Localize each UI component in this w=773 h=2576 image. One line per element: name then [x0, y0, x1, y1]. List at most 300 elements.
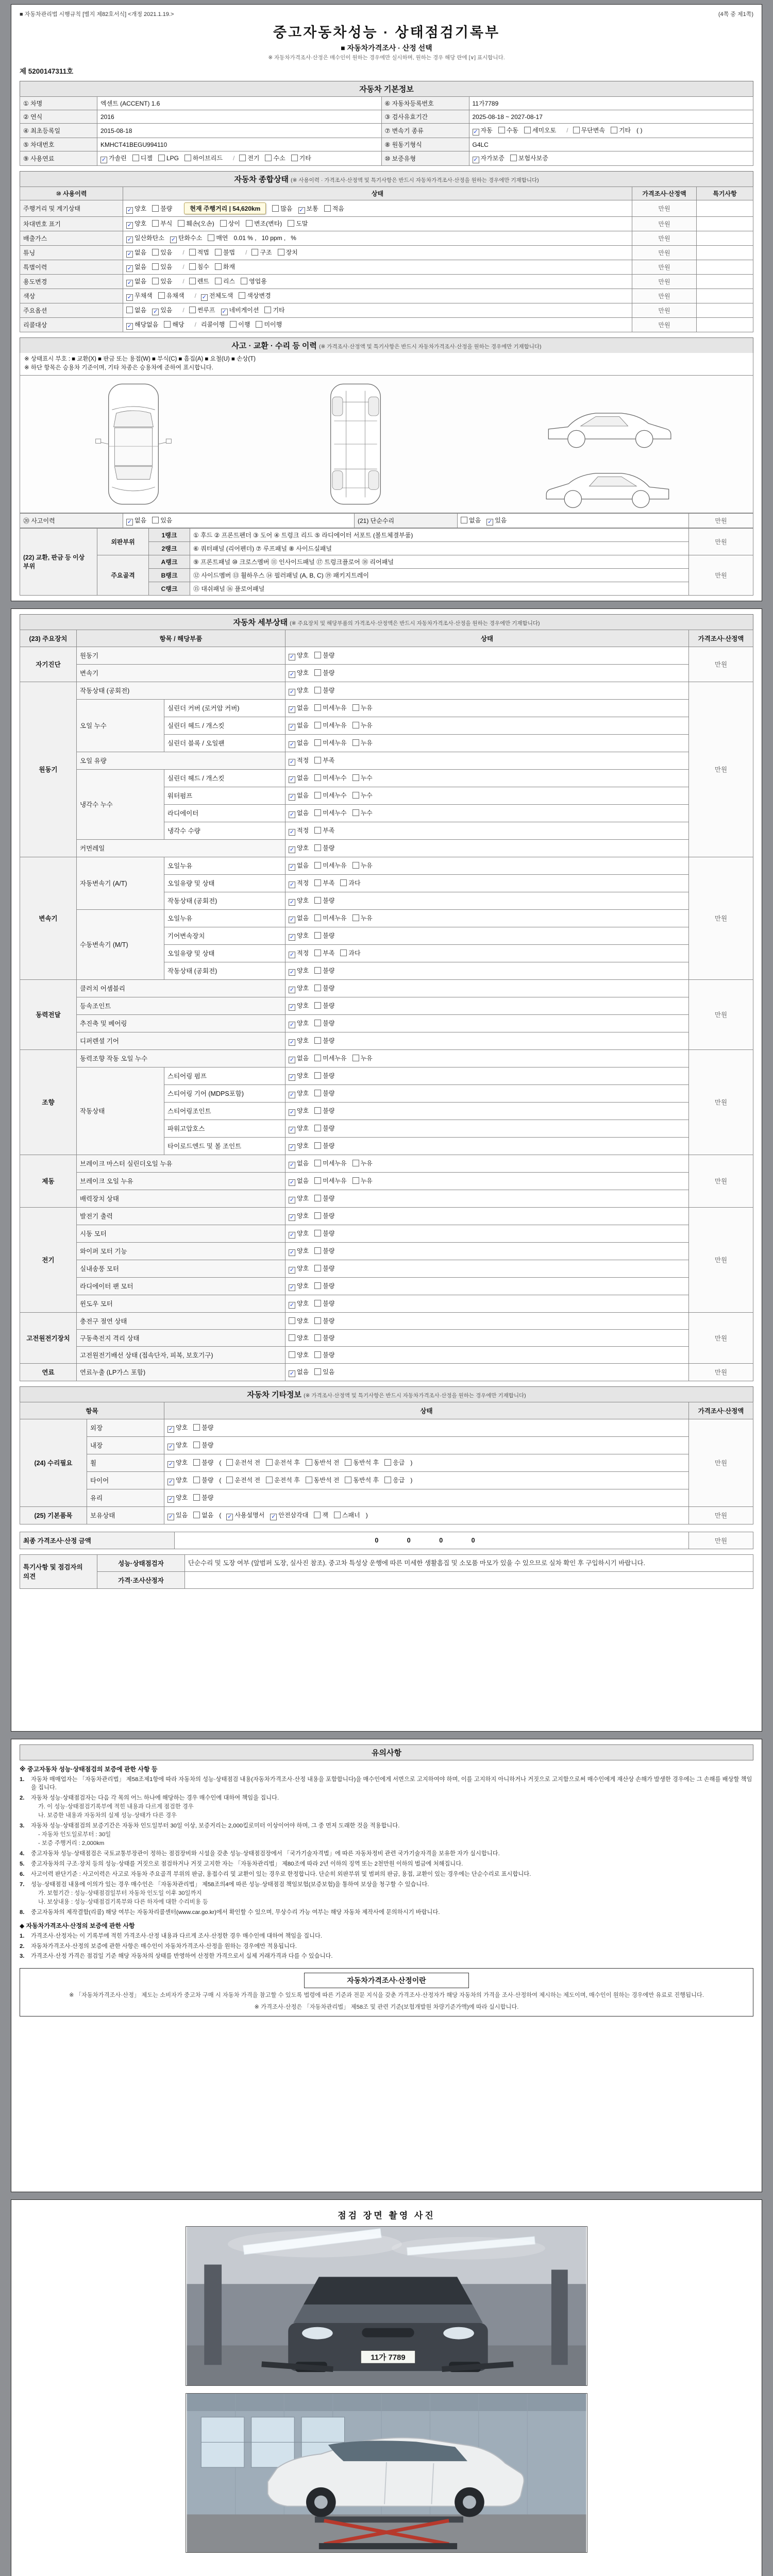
checkbox-icon[interactable]: [314, 809, 321, 816]
checkbox-option[interactable]: [126, 516, 146, 526]
checkbox-option[interactable]: [314, 668, 334, 677]
checkbox-icon[interactable]: [352, 774, 359, 781]
checkbox-icon[interactable]: [314, 827, 321, 834]
checkbox-icon[interactable]: [152, 263, 159, 270]
checkbox-option[interactable]: [289, 808, 309, 818]
checkbox-icon[interactable]: [314, 687, 321, 693]
checkbox-option[interactable]: [221, 306, 259, 315]
checkbox-icon[interactable]: [278, 249, 284, 256]
checkbox-icon[interactable]: ✓: [289, 1370, 295, 1377]
checkbox-icon[interactable]: ✓: [201, 294, 207, 300]
checkbox-icon[interactable]: [510, 155, 517, 161]
checkbox-icon[interactable]: [251, 249, 258, 256]
checkbox-icon[interactable]: ✓: [127, 294, 132, 300]
checkbox-icon[interactable]: [215, 263, 222, 270]
checkbox-option[interactable]: [189, 262, 209, 271]
checkbox-option[interactable]: [239, 154, 259, 162]
checkbox-icon[interactable]: [226, 1459, 233, 1466]
checkbox-option[interactable]: [314, 703, 346, 712]
checkbox-icon[interactable]: ✓: [289, 934, 295, 940]
checkbox-icon[interactable]: [461, 517, 467, 523]
checkbox-option[interactable]: [158, 155, 179, 162]
checkbox-icon[interactable]: ✓: [289, 1074, 295, 1080]
checkbox-option[interactable]: [126, 320, 158, 330]
checkbox-icon[interactable]: [288, 220, 294, 227]
checkbox-icon[interactable]: [314, 1002, 321, 1009]
checkbox-icon[interactable]: ✓: [289, 1091, 295, 1098]
checkbox-icon[interactable]: ✓: [289, 1021, 295, 1028]
checkbox-option[interactable]: [352, 721, 373, 730]
checkbox-option[interactable]: [289, 721, 309, 731]
checkbox-icon[interactable]: [314, 1282, 321, 1289]
checkbox-option[interactable]: [256, 320, 282, 329]
checkbox-icon[interactable]: ✓: [289, 863, 295, 870]
checkbox-option[interactable]: [352, 791, 373, 800]
checkbox-icon[interactable]: [193, 1494, 200, 1501]
checkbox-icon[interactable]: [266, 1459, 273, 1466]
checkbox-option[interactable]: [473, 126, 493, 135]
checkbox-icon[interactable]: ✓: [289, 1249, 295, 1256]
checkbox-option[interactable]: [289, 1211, 309, 1221]
checkbox-icon[interactable]: ✓: [168, 1496, 174, 1502]
checkbox-icon[interactable]: [314, 1107, 321, 1114]
checkbox-option[interactable]: [314, 773, 346, 782]
checkbox-icon[interactable]: [314, 897, 321, 904]
checkbox-option[interactable]: [314, 1281, 334, 1290]
checkbox-icon[interactable]: [314, 985, 321, 991]
checkbox-option[interactable]: [272, 204, 292, 213]
checkbox-icon[interactable]: [314, 704, 321, 711]
checkbox-icon[interactable]: [152, 517, 159, 523]
checkbox-icon[interactable]: [184, 155, 191, 161]
checkbox-option[interactable]: [352, 1054, 373, 1062]
checkbox-option[interactable]: [314, 1054, 346, 1062]
checkbox-option[interactable]: [189, 277, 209, 285]
checkbox-option[interactable]: [126, 277, 146, 286]
checkbox-icon[interactable]: ✓: [289, 916, 295, 923]
checkbox-icon[interactable]: [230, 321, 237, 328]
checkbox-option[interactable]: [289, 878, 309, 888]
checkbox-option[interactable]: [126, 233, 164, 243]
checkbox-icon[interactable]: [384, 1477, 391, 1483]
checkbox-option[interactable]: [167, 1440, 188, 1450]
checkbox-icon[interactable]: ✓: [289, 986, 295, 993]
checkbox-option[interactable]: [167, 1511, 188, 1520]
checkbox-icon[interactable]: ✓: [289, 1144, 295, 1150]
checkbox-option[interactable]: [100, 154, 127, 163]
checkbox-icon[interactable]: [246, 220, 253, 227]
checkbox-icon[interactable]: [215, 278, 222, 284]
checkbox-option[interactable]: [314, 738, 346, 747]
checkbox-option[interactable]: [289, 686, 309, 696]
checkbox-icon[interactable]: [239, 292, 245, 299]
checkbox-icon[interactable]: [132, 155, 139, 161]
checkbox-icon[interactable]: [352, 1160, 359, 1166]
checkbox-option[interactable]: [226, 1511, 264, 1520]
checkbox-option[interactable]: [193, 1423, 213, 1432]
checkbox-icon[interactable]: [189, 278, 196, 284]
checkbox-icon[interactable]: [352, 862, 359, 869]
checkbox-option[interactable]: [152, 219, 172, 228]
checkbox-icon[interactable]: [345, 1459, 351, 1466]
checkbox-icon[interactable]: [291, 155, 298, 161]
checkbox-option[interactable]: [314, 1106, 334, 1115]
checkbox-option[interactable]: [314, 948, 334, 957]
checkbox-option[interactable]: [306, 1476, 340, 1484]
checkbox-option[interactable]: [215, 262, 235, 271]
checkbox-icon[interactable]: ✓: [289, 688, 295, 695]
checkbox-icon[interactable]: [314, 914, 321, 921]
checkbox-option[interactable]: [126, 204, 146, 214]
checkbox-icon[interactable]: ✓: [271, 1513, 276, 1520]
checkbox-icon[interactable]: ✓: [473, 129, 478, 135]
checkbox-icon[interactable]: [384, 1459, 391, 1466]
checkbox-option[interactable]: [314, 1071, 334, 1080]
checkbox-icon[interactable]: ✓: [127, 518, 132, 525]
checkbox-option[interactable]: [289, 651, 309, 660]
checkbox-option[interactable]: [314, 984, 334, 992]
checkbox-option[interactable]: [314, 1194, 334, 1202]
checkbox-icon[interactable]: ✓: [127, 207, 132, 213]
checkbox-option[interactable]: [289, 1159, 309, 1168]
checkbox-option[interactable]: [193, 1493, 213, 1502]
checkbox-option[interactable]: [152, 277, 172, 285]
checkbox-icon[interactable]: [314, 669, 321, 676]
checkbox-icon[interactable]: ✓: [289, 951, 295, 958]
checkbox-icon[interactable]: [193, 1442, 200, 1448]
checkbox-icon[interactable]: [314, 1090, 321, 1096]
checkbox-icon[interactable]: [306, 1459, 312, 1466]
checkbox-icon[interactable]: [314, 757, 321, 764]
checkbox-icon[interactable]: [314, 1125, 321, 1131]
checkbox-icon[interactable]: ✓: [289, 723, 295, 730]
checkbox-option[interactable]: [230, 320, 250, 329]
checkbox-option[interactable]: [352, 1159, 373, 1167]
checkbox-icon[interactable]: [314, 652, 321, 658]
checkbox-icon[interactable]: ✓: [153, 309, 158, 315]
checkbox-icon[interactable]: ✓: [289, 969, 295, 975]
checkbox-icon[interactable]: [314, 1512, 321, 1518]
checkbox-icon[interactable]: [340, 879, 347, 886]
checkbox-option[interactable]: [314, 1367, 334, 1376]
checkbox-option[interactable]: [278, 248, 298, 257]
checkbox-option[interactable]: [352, 808, 373, 817]
checkbox-icon[interactable]: [272, 205, 279, 212]
checkbox-option[interactable]: [352, 738, 373, 747]
checkbox-icon[interactable]: [266, 1477, 273, 1483]
checkbox-option[interactable]: [239, 291, 271, 300]
checkbox-option[interactable]: [266, 1458, 300, 1467]
checkbox-icon[interactable]: [314, 1020, 321, 1026]
checkbox-icon[interactable]: [264, 307, 271, 313]
checkbox-option[interactable]: [289, 791, 309, 801]
checkbox-option[interactable]: [246, 219, 282, 228]
checkbox-option[interactable]: [289, 1071, 309, 1081]
checkbox-option[interactable]: [226, 1476, 260, 1484]
checkbox-icon[interactable]: [152, 278, 159, 284]
checkbox-option[interactable]: [314, 1036, 334, 1045]
checkbox-option[interactable]: [289, 1281, 309, 1291]
checkbox-icon[interactable]: ✓: [168, 1513, 174, 1520]
checkbox-icon[interactable]: ✓: [289, 758, 295, 765]
checkbox-option[interactable]: [314, 1299, 334, 1308]
checkbox-icon[interactable]: [289, 1317, 295, 1324]
checkbox-option[interactable]: [289, 896, 309, 906]
checkbox-icon[interactable]: [573, 127, 580, 133]
checkbox-icon[interactable]: ✓: [127, 236, 132, 243]
checkbox-icon[interactable]: ✓: [289, 828, 295, 835]
checkbox-icon[interactable]: [352, 722, 359, 728]
checkbox-option[interactable]: [265, 154, 285, 162]
checkbox-icon[interactable]: [314, 1230, 321, 1236]
checkbox-option[interactable]: [193, 1476, 213, 1484]
checkbox-option[interactable]: [178, 219, 214, 228]
checkbox-icon[interactable]: [314, 844, 321, 851]
checkbox-icon[interactable]: ✓: [227, 1513, 232, 1520]
checkbox-option[interactable]: [164, 320, 184, 329]
checkbox-icon[interactable]: [189, 263, 196, 270]
checkbox-icon[interactable]: [189, 307, 196, 313]
checkbox-option[interactable]: [314, 1019, 334, 1027]
checkbox-option[interactable]: [314, 651, 334, 659]
checkbox-option[interactable]: [486, 516, 507, 526]
checkbox-option[interactable]: [208, 233, 228, 242]
checkbox-icon[interactable]: [314, 774, 321, 781]
checkbox-icon[interactable]: ✓: [101, 157, 107, 163]
checkbox-option[interactable]: [264, 306, 284, 314]
checkbox-icon[interactable]: [314, 967, 321, 974]
checkbox-icon[interactable]: ✓: [289, 741, 295, 748]
checkbox-icon[interactable]: [352, 704, 359, 711]
checkbox-option[interactable]: [314, 1229, 334, 1238]
checkbox-icon[interactable]: [314, 1160, 321, 1166]
checkbox-option[interactable]: [152, 204, 172, 213]
checkbox-option[interactable]: [345, 1458, 379, 1467]
checkbox-option[interactable]: [298, 204, 318, 214]
checkbox-option[interactable]: [288, 219, 308, 228]
checkbox-icon[interactable]: [352, 739, 359, 746]
checkbox-icon[interactable]: [306, 1477, 312, 1483]
checkbox-option[interactable]: [314, 808, 346, 817]
checkbox-option[interactable]: [510, 154, 548, 162]
checkbox-option[interactable]: [289, 1229, 309, 1239]
checkbox-option[interactable]: [220, 219, 240, 228]
checkbox-option[interactable]: [314, 686, 334, 694]
checkbox-option[interactable]: [289, 1194, 309, 1204]
checkbox-icon[interactable]: [498, 127, 505, 133]
checkbox-option[interactable]: [289, 1264, 309, 1274]
checkbox-icon[interactable]: ✓: [289, 1301, 295, 1308]
checkbox-icon[interactable]: ✓: [127, 323, 132, 329]
checkbox-icon[interactable]: [314, 1351, 321, 1358]
checkbox-icon[interactable]: [352, 1177, 359, 1184]
checkbox-option[interactable]: [289, 773, 309, 783]
checkbox-option[interactable]: [289, 826, 309, 836]
checkbox-option[interactable]: [384, 1458, 405, 1467]
checkbox-icon[interactable]: [314, 862, 321, 869]
checkbox-option[interactable]: [314, 966, 334, 975]
checkbox-option[interactable]: [132, 154, 153, 162]
checkbox-option[interactable]: [314, 843, 334, 852]
checkbox-icon[interactable]: ✓: [168, 1443, 174, 1450]
checkbox-icon[interactable]: [352, 1055, 359, 1061]
checkbox-icon[interactable]: ✓: [289, 881, 295, 888]
checkbox-icon[interactable]: [189, 249, 196, 256]
checkbox-option[interactable]: [270, 1511, 308, 1520]
checkbox-icon[interactable]: ✓: [289, 1109, 295, 1115]
checkbox-option[interactable]: [314, 878, 334, 887]
checkbox-icon[interactable]: [314, 722, 321, 728]
checkbox-icon[interactable]: ✓: [289, 1196, 295, 1203]
checkbox-option[interactable]: [352, 773, 373, 782]
checkbox-icon[interactable]: [314, 1142, 321, 1149]
checkbox-icon[interactable]: [314, 932, 321, 939]
checkbox-option[interactable]: [314, 1001, 334, 1010]
checkbox-icon[interactable]: ✓: [289, 793, 295, 800]
checkbox-option[interactable]: [352, 913, 373, 922]
checkbox-option[interactable]: [384, 1476, 405, 1484]
checkbox-option[interactable]: [324, 204, 344, 213]
checkbox-icon[interactable]: [314, 1368, 321, 1375]
checkbox-icon[interactable]: [158, 155, 165, 161]
checkbox-icon[interactable]: [324, 205, 331, 212]
checkbox-option[interactable]: [167, 1476, 188, 1485]
checkbox-option[interactable]: [152, 262, 172, 271]
checkbox-icon[interactable]: ✓: [289, 811, 295, 818]
checkbox-icon[interactable]: ✓: [171, 236, 176, 243]
checkbox-icon[interactable]: [314, 1195, 321, 1201]
checkbox-icon[interactable]: ✓: [289, 653, 295, 660]
checkbox-icon[interactable]: [314, 1212, 321, 1219]
checkbox-option[interactable]: [289, 1176, 309, 1186]
checkbox-icon[interactable]: [314, 1334, 321, 1341]
checkbox-icon[interactable]: ✓: [289, 1126, 295, 1133]
checkbox-option[interactable]: [152, 248, 172, 257]
checkbox-option[interactable]: [289, 1054, 309, 1063]
checkbox-icon[interactable]: [152, 249, 159, 256]
checkbox-option[interactable]: [314, 896, 334, 905]
checkbox-icon[interactable]: [289, 1351, 295, 1358]
checkbox-option[interactable]: [352, 861, 373, 870]
checkbox-option[interactable]: [314, 1124, 334, 1132]
checkbox-option[interactable]: [314, 1316, 334, 1325]
checkbox-option[interactable]: [352, 703, 373, 712]
checkbox-icon[interactable]: [226, 1477, 233, 1483]
checkbox-option[interactable]: [289, 1316, 309, 1325]
checkbox-option[interactable]: [340, 878, 360, 887]
checkbox-option[interactable]: [498, 126, 518, 134]
checkbox-option[interactable]: [314, 1159, 346, 1167]
checkbox-icon[interactable]: ✓: [168, 1478, 174, 1485]
checkbox-option[interactable]: [289, 1350, 309, 1359]
checkbox-option[interactable]: [167, 1458, 188, 1468]
checkbox-icon[interactable]: [314, 1055, 321, 1061]
checkbox-option[interactable]: [289, 1367, 309, 1377]
checkbox-option[interactable]: [193, 1458, 213, 1467]
checkbox-icon[interactable]: ✓: [289, 1214, 295, 1221]
checkbox-icon[interactable]: [334, 1512, 341, 1518]
checkbox-option[interactable]: [314, 1264, 334, 1273]
checkbox-icon[interactable]: [340, 950, 347, 956]
checkbox-icon[interactable]: ✓: [289, 1266, 295, 1273]
checkbox-icon[interactable]: [239, 155, 246, 161]
checkbox-icon[interactable]: ✓: [289, 1056, 295, 1063]
checkbox-option[interactable]: [189, 306, 215, 314]
checkbox-icon[interactable]: [152, 205, 159, 212]
checkbox-option[interactable]: [170, 233, 202, 243]
checkbox-option[interactable]: [289, 1019, 309, 1028]
checkbox-option[interactable]: [289, 1036, 309, 1046]
checkbox-icon[interactable]: [352, 792, 359, 799]
checkbox-icon[interactable]: [265, 155, 272, 161]
checkbox-option[interactable]: [289, 668, 309, 678]
checkbox-icon[interactable]: [193, 1512, 200, 1518]
checkbox-option[interactable]: [334, 1511, 360, 1519]
checkbox-icon[interactable]: [314, 1037, 321, 1044]
checkbox-option[interactable]: [289, 1001, 309, 1011]
checkbox-option[interactable]: [289, 1246, 309, 1256]
checkbox-option[interactable]: [314, 1333, 334, 1342]
checkbox-icon[interactable]: ✓: [289, 1004, 295, 1010]
checkbox-option[interactable]: [193, 1440, 213, 1449]
checkbox-option[interactable]: [126, 262, 146, 272]
checkbox-option[interactable]: [189, 248, 209, 257]
checkbox-icon[interactable]: [152, 220, 159, 227]
checkbox-icon[interactable]: ✓: [289, 706, 295, 713]
checkbox-icon[interactable]: [345, 1477, 351, 1483]
checkbox-option[interactable]: [215, 248, 235, 257]
checkbox-option[interactable]: [314, 1176, 346, 1185]
checkbox-icon[interactable]: ✓: [488, 518, 493, 525]
checkbox-icon[interactable]: [314, 879, 321, 886]
checkbox-icon[interactable]: [314, 1265, 321, 1272]
checkbox-option[interactable]: [461, 516, 481, 524]
checkbox-icon[interactable]: [314, 1300, 321, 1307]
checkbox-option[interactable]: [289, 913, 309, 923]
checkbox-option[interactable]: [611, 126, 631, 134]
checkbox-icon[interactable]: [314, 950, 321, 956]
checkbox-option[interactable]: [289, 843, 309, 853]
checkbox-option[interactable]: [314, 826, 334, 835]
checkbox-option[interactable]: [241, 277, 267, 285]
checkbox-icon[interactable]: ✓: [127, 251, 132, 257]
checkbox-icon[interactable]: [215, 249, 222, 256]
checkbox-option[interactable]: [289, 703, 309, 713]
checkbox-option[interactable]: [126, 306, 146, 314]
checkbox-option[interactable]: [289, 861, 309, 871]
checkbox-option[interactable]: [289, 966, 309, 976]
checkbox-option[interactable]: [152, 306, 172, 315]
checkbox-option[interactable]: [573, 126, 605, 134]
checkbox-icon[interactable]: ✓: [289, 1161, 295, 1168]
checkbox-icon[interactable]: ✓: [299, 207, 304, 213]
checkbox-icon[interactable]: ✓: [127, 222, 132, 228]
checkbox-option[interactable]: [314, 756, 334, 765]
checkbox-option[interactable]: [340, 948, 360, 957]
checkbox-icon[interactable]: [256, 321, 262, 328]
checkbox-icon[interactable]: ✓: [289, 1179, 295, 1185]
checkbox-icon[interactable]: [193, 1459, 200, 1466]
checkbox-option[interactable]: [201, 291, 233, 301]
checkbox-icon[interactable]: ✓: [127, 280, 132, 286]
checkbox-option[interactable]: [289, 1089, 309, 1098]
checkbox-icon[interactable]: [158, 292, 165, 299]
checkbox-option[interactable]: [126, 291, 153, 301]
checkbox-icon[interactable]: ✓: [289, 671, 295, 677]
checkbox-icon[interactable]: [314, 1177, 321, 1184]
checkbox-icon[interactable]: ✓: [289, 1231, 295, 1238]
checkbox-option[interactable]: [251, 248, 272, 257]
